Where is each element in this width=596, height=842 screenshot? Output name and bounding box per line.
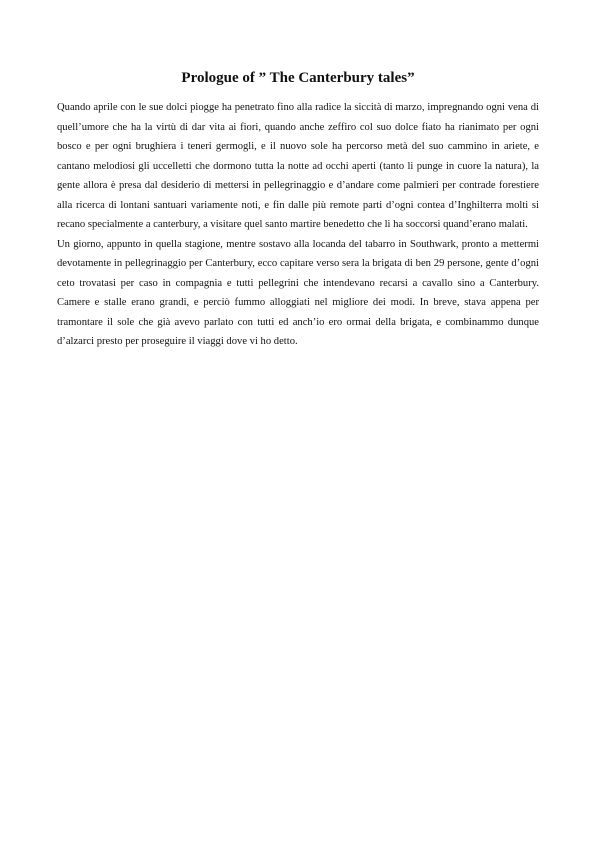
document-title: Prologue of ” The Canterbury tales” [181, 70, 415, 86]
document-body [57, 98, 539, 352]
paragraph-2: Un giorno, appunto in quella stagione, mentre sostavo alla locanda del tabarro in Southwark, pronto a mettermi devotamente in pellegrinaggio per Canterbury, ecco capitare verso sera la brigata di ben 29 persone, gente d’ogni ceto trovatasi per caso in compagnia e tutti pellegrini che intendevano recarsi a cavallo sino a Canterbury. Camere e stalle erano grandi, e perciò fummo alloggiati nel migliore dei modi. In breve, stava appena per tramontare il sole che già avevo parlato con tutti ed anch’io ero ormai della brigata, e combinammo dunque d’alzarci presto per proseguire il viaggi dove vi ho detto. [57, 238, 539, 347]
paragraph-1: Quando aprile con le sue dolci piogge ha penetrato fino alla radice la siccità di marzo, impregnando ogni vena di quell’umore che ha la virtù di dar vita ai fiori, quando anche zeffiro col suo dolce fiato ha rianimato per ogni bosco e per ogni brughiera i teneri germogli, e il nuovo sole ha percorso metà del suo cammino in ariete, e cantano melodiosi gli uccelletti che dormono tutta la notte ad occhi aperti (tanto li punge in cuore la natura), la gente allora è presa dal desiderio di mettersi in pellegrinaggio e d’andare come palmieri per contrade forestiere alla ricerca di lontani santuari variamente noti, e fin dalle più remote parti d’ogni contea d’Inghilterra molti si recano specialmente a canterbury, a visitare quel santo martire benedetto che li ha soccorsi quand’erano malati. [57, 102, 539, 230]
